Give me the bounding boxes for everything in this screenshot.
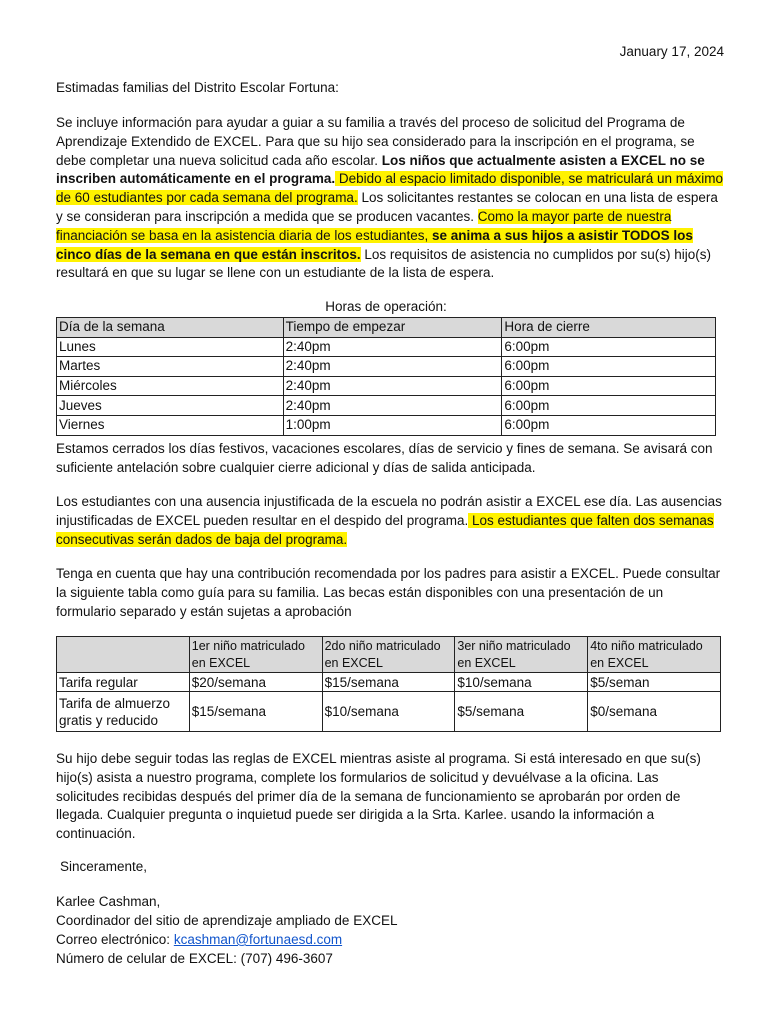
table-cell: Jueves [57,396,284,416]
intro-highlight-funding: Como la mayor parte de nuestra financiación se basa en la asistencia diaria de los estudiantes, [56,208,672,243]
table-cell: 2:40pm [283,337,502,357]
table-row [57,357,716,377]
signature-name: Karlee Cashman, [56,894,161,909]
fees-header-row [57,637,721,673]
signature-title: Coordinador del sitio de aprendizaje ampliado de EXCEL [56,913,398,928]
table-row [57,396,716,416]
intro-highlight-attendance: se anima a sus hijos a asistir TODOS los cinco días de la semana en que están inscritos. [56,227,693,262]
table-row [57,376,716,396]
table-cell: 6:00pm [502,337,716,357]
greeting: Estimadas familias del Distrito Escolar Fortuna: [56,80,339,95]
table-cell: 6:00pm [502,415,716,435]
fees-header-cell: 4to niño matriculado en EXCEL [588,637,721,673]
hours-header-row [57,318,716,338]
hours-table [56,317,716,436]
table-row [57,337,716,357]
table-cell: Tarifa regular [57,673,190,692]
table-cell: 1:00pm [283,415,502,435]
table-cell: $5/seman [588,673,721,692]
letter-date: January 17, 2024 [619,44,724,59]
closing: Sinceramente, [60,859,148,874]
fees-header-cell: 1er niño matriculado en EXCEL [189,637,322,673]
fees-table [56,636,721,732]
table-cell: 6:00pm [502,376,716,396]
fees-header-cell: 2do niño matriculado en EXCEL [322,637,455,673]
intro-paragraph [56,114,724,283]
table-cell: Martes [57,357,284,377]
fees-header-cell: 3er niño matriculado en EXCEL [455,637,588,673]
table-cell: Tarifa de almuerzo gratis y reducido [57,692,190,732]
hours-caption: Horas de operación: [325,299,447,314]
table-cell: $5/semana [455,692,588,732]
table-cell: Viernes [57,415,284,435]
absence-paragraph [56,493,724,549]
table-cell: $15/semana [189,692,322,732]
intro-text: Se incluye información para ayudar a guiar a su familia a través del proceso de solicitud del Programa de Aprendizaje Extendido de EXCEL. Para que su hijo sea considerado para la inscripción en el programa, se debe completar una nueva solicitud cada año escolar. [56,115,695,168]
table-cell: $10/semana [455,673,588,692]
email-link[interactable]: kcashman@fortunaesd.com [173,932,343,947]
intro-requirements-text: Los requisitos de asistencia no cumplidos por su(s) hijo(s) resultará en que su lugar se llene con un estudiante de la lista de espera. [56,246,712,281]
table-cell: $10/semana [322,692,455,732]
intro-waitlist-text: Los solicitantes restantes se colocan en una lista de espera y se consideran para inscripción a medida que se producen vacantes. [56,190,718,224]
table-cell: Lunes [57,337,284,357]
table-cell: $20/semana [189,673,322,692]
table-row [57,692,721,732]
email-label: Correo electrónico: [56,932,174,947]
table-cell: 6:00pm [502,396,716,416]
table-cell: $0/semana [588,692,721,732]
intro-bold-notice: Los niños que actualmente asisten a EXCEL no se inscriben automáticamente en el programa. [56,152,705,187]
table-row [57,673,721,692]
closures-paragraph: Estamos cerrados los días festivos, vacaciones escolares, días de servicio y fines de semana. Se avisará con suficiente antelación sobre cualquier cierre adicional y días de salida anticipada. [56,441,713,475]
signature-phone: Número de celular de EXCEL: (707) 496-3607 [56,951,333,966]
fees-header-cell [57,637,190,673]
table-cell: Miércoles [57,376,284,396]
table-cell: 6:00pm [502,357,716,377]
hours-header-cell: Tiempo de empezar [283,318,502,338]
hours-header-cell: Hora de cierre [502,318,716,338]
absence-text: Los estudiantes con una ausencia injustificada de la escuela no podrán asistir a EXCEL ese día. Las ausencias injustificadas de EXCEL pueden resultar en el despido del programa. [56,494,722,528]
table-cell: 2:40pm [283,357,502,377]
hours-header-cell: Día de la semana [57,318,284,338]
table-cell: $15/semana [322,673,455,692]
intro-highlight-capacity: Debido al espacio limitado disponible, se matriculará un máximo de 60 estudiantes por cada semana del programa. [56,171,724,206]
contribution-paragraph: Tenga en cuenta que hay una contribución recomendada por los padres para asistir a EXCEL. Puede consultar la siguiente tabla como guía para su familia. Las becas están disponibles con una presentación de un formulario separado y están sujetas a aprobación [56,566,721,619]
absence-highlight: Los estudiantes que falten dos semanas consecutivas serán dados de baja del programa. [56,512,714,547]
table-row [57,415,716,435]
table-cell: 2:40pm [283,376,502,396]
signature-email-line [56,931,724,950]
table-cell: 2:40pm [283,396,502,416]
rules-paragraph: Su hijo debe seguir todas las reglas de EXCEL mientras asiste al programa. Si está interesado en que su(s) hijo(s) asista a nuestro programa, complete los formularios de solicitud y devuélvase a la oficina. Las solicitudes recibidas después del primer día de la semana de funcionamiento se aprobarán por orden de llegada. Cualquier pregunta o inquietud puede ser dirigida a la Srta. Karlee. usando la información a continuación. [56,751,701,842]
